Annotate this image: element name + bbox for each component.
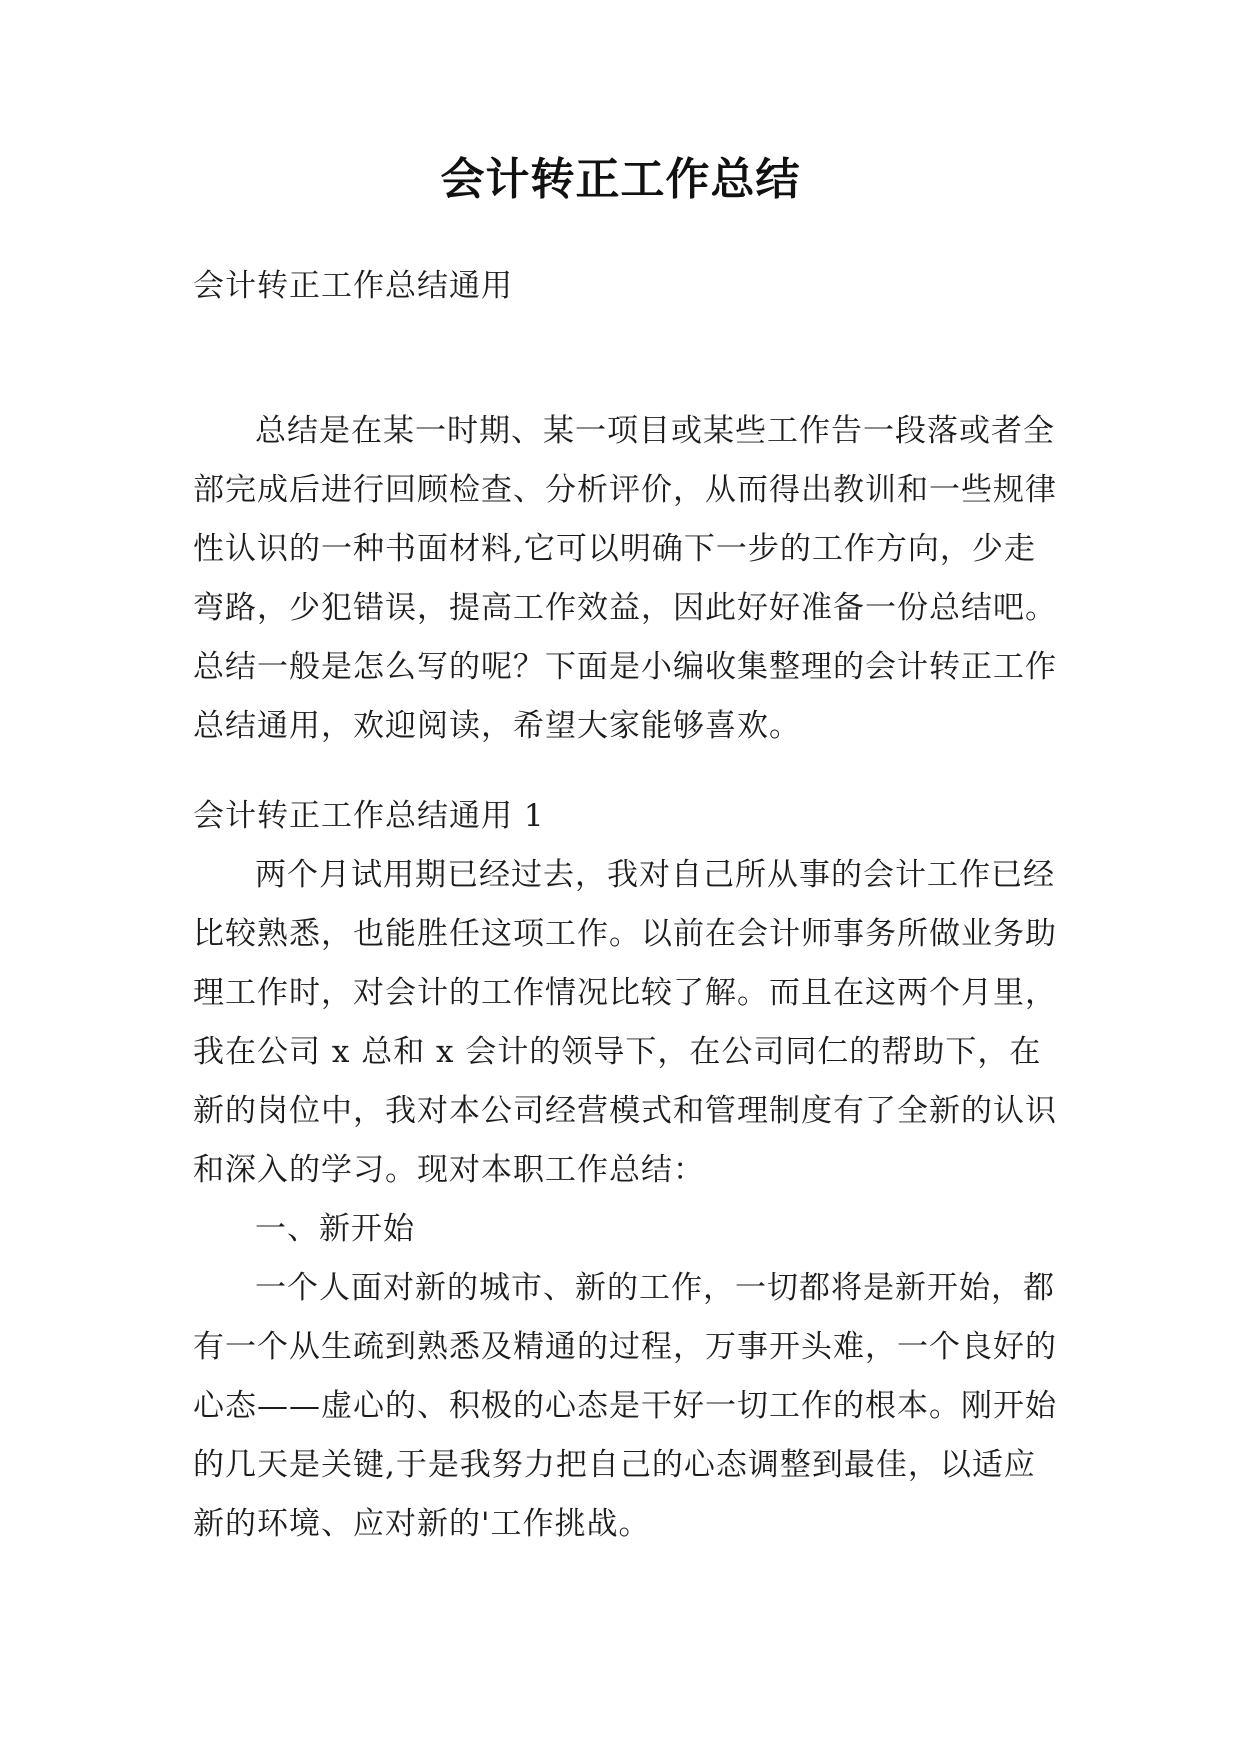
document-subtitle [193, 257, 1061, 316]
subtitle-text: 会计转正工作总结通用 [193, 268, 513, 304]
document-title: 会计转正工作总结 [440, 154, 801, 205]
section-paragraph: 两个月试用期已经过去，我对自己所从事的会计工作已经比较熟悉，也能胜任这项工作。以前在会计师事务所做业务助理工作时，对会计的工作情况比较了解。而且在这两个月里，我在公司 x 总和 x 会计的领导下，在公司同仁的帮助下，在新的岗位中，我对本公司经营模式和管理制度有了全新的认识和深入的学习。现对本职工作总结： [193, 857, 1057, 1188]
subheading-new-start: 一、新开始 [255, 1211, 415, 1247]
new-start-paragraph: 一个人面对新的城市、新的工作，一切都将是新开始，都有一个从生疏到熟悉及精通的过程，万事开头难，一个良好的心态——虚心的、积极的心态是干好一切工作的根本。刚开始的几天是关键,于是我努力把自己的心态调整到最佳，以适应新的环境、应对新的'工作挑战。 [193, 1270, 1057, 1542]
intro-section [193, 402, 1061, 756]
intro-paragraph: 总结是在某一时期、某一项目或某些工作告一段落或者全部完成后进行回顾检查、分析评价，从而得出教训和一些规律性认识的一种书面材料,它可以明确下一步的工作方向，少走弯路，少犯错误，提高工作效益，因此好好准备一份总结吧。总结一般是怎么写的呢？下面是小编收集整理的会计转正工作总结通用，欢迎阅读，希望大家能够喜欢。 [193, 413, 1057, 744]
summary-section-1 [193, 787, 1061, 1554]
section-heading: 会计转正工作总结通用 1 [193, 798, 545, 834]
